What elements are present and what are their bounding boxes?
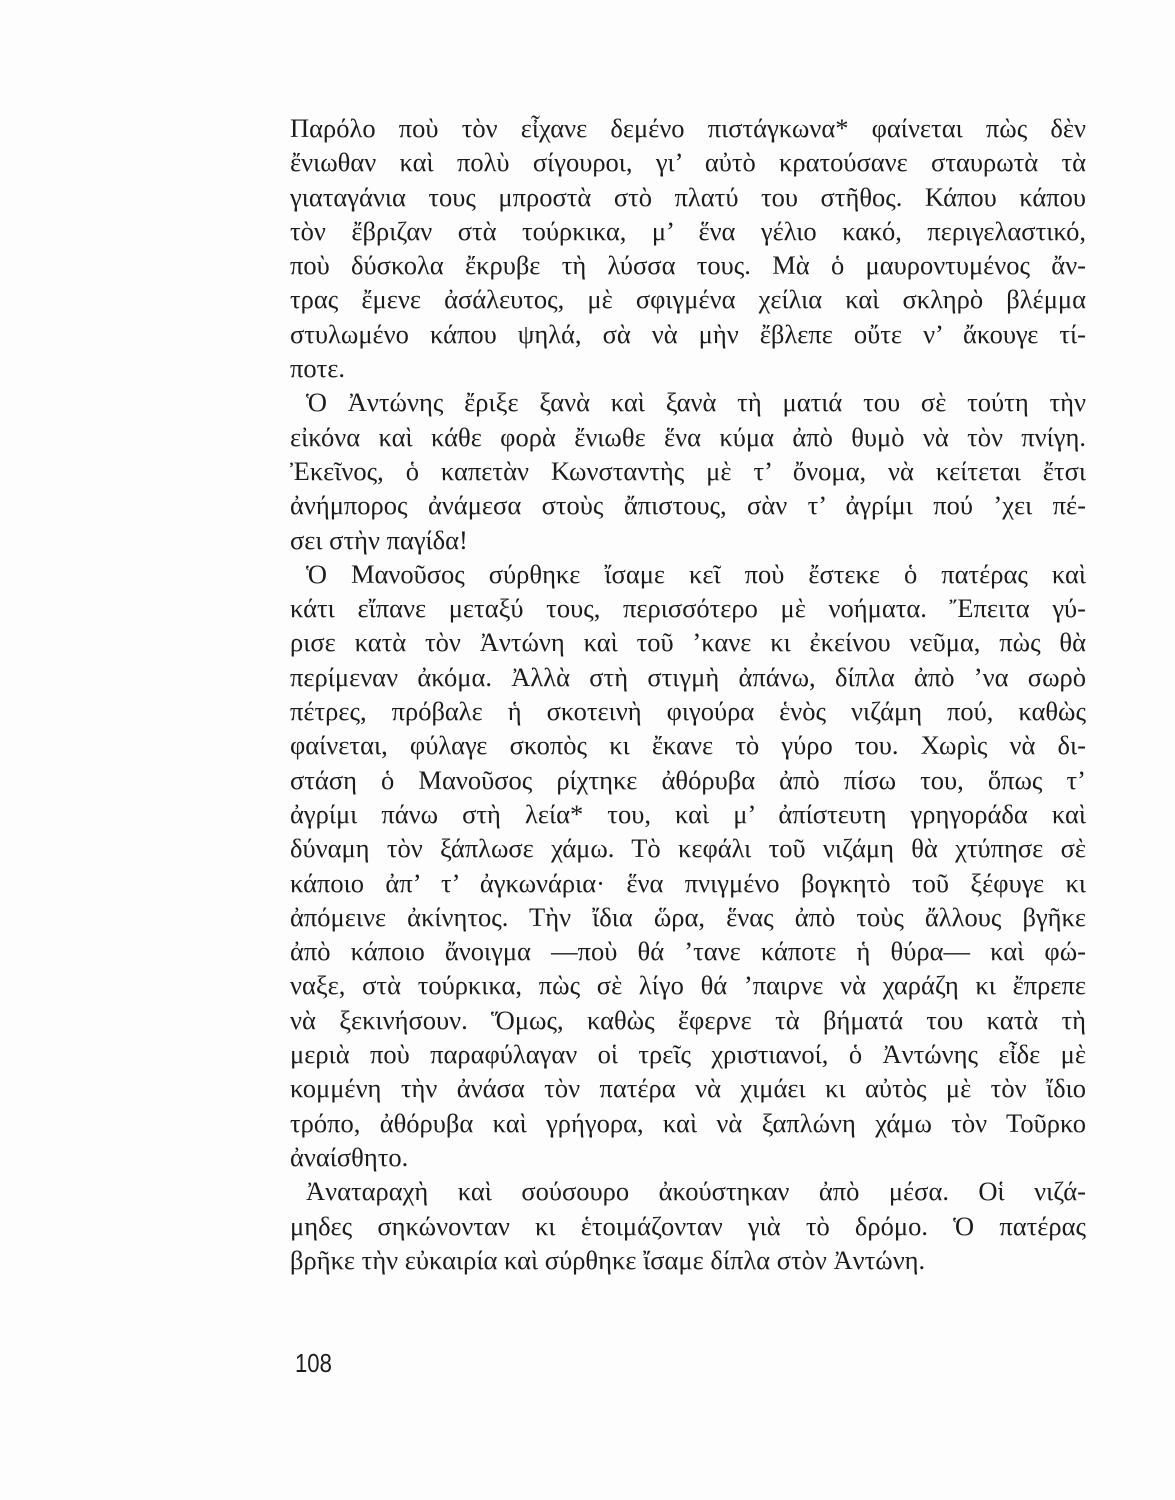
text-line: τὸν ἔβριζαν στὰ τούρκικα, μ’ ἕνα γέλιο κακό, περιγελαστικό, [290,215,1086,246]
paragraph [290,385,1086,556]
text-line: κάτι εἴπανε μεταξύ τους, περισσότερο μὲ νοήματα. Ἔπειτα γύ- [290,593,1086,624]
text-line: πέτρες, πρόβαλε ἡ σκοτεινὴ φιγούρα ἑνὸς νιζάμη πού, καθὼς [290,696,1086,727]
text-line: νὰ ξεκινήσουν. Ὅμως, καθὼς ἔφερνε τὰ βήματά του κατὰ τὴ [290,1004,1086,1035]
body-text [290,111,1086,1277]
text-line: Ἐκεῖνος, ὁ καπετὰν Κωνσταντὴς μὲ τ’ ὄνομα, νὰ κείτεται ἔτσι [290,455,1086,486]
text-line: ἀνήμπορος ἀνάμεσα στοὺς ἄπιστους, σὰν τ’ ἀγρίμι πού ’χει πέ- [290,490,1086,521]
text-line: φαίνεται, φύλαγε σκοπὸς κι ἔκανε τὸ γύρο του. Χωρὶς νὰ δι- [290,730,1086,761]
text-line: Ὁ Μανοῦσος σύρθηκε ἴσαμε κεῖ ποὺ ἔστεκε ὁ πατέρας καὶ [306,558,1086,589]
text-line: Ὁ Ἀντώνης ἔριξε ξανὰ καὶ ξανὰ τὴ ματιά του σὲ τούτη τὴν [306,387,1086,418]
paragraph [290,557,1086,1174]
paragraph [290,1174,1086,1277]
text-line: κομμένη τὴν ἀνάσα τὸν πατέρα νὰ χιμάει κι αὐτὸς μὲ τὸν ἴδιο [290,1073,1086,1104]
text-line: Παρόλο ποὺ τὸν εἶχανε δεμένο πιστάγκωνα* φαίνεται πὼς δὲν [290,113,1086,143]
text-line: τρας ἔμενε ἀσάλευτος, μὲ σφιγμένα χείλια καὶ σκληρὸ βλέμμα [290,284,1086,315]
text-line: ποτε. [290,353,346,384]
text-line: μεριὰ ποὺ παραφύλαγαν οἱ τρεῖς χριστιανοί, ὁ Ἀντώνης εἶδε μὲ [290,1039,1086,1070]
text-line: τρόπο, ἀθόρυβα καὶ γρήγορα, καὶ νὰ ξαπλώνη χάμω τὸν Τοῦρκο [290,1107,1086,1138]
text-line: περίμεναν ἀκόμα. Ἀλλὰ στὴ στιγμὴ ἀπάνω, δίπλα ἀπὸ ’να σωρὸ [290,661,1086,692]
text-line: ναξε, στὰ τούρκικα, πὼς σὲ λίγο θά ’παιρνε νὰ χαράζη κι ἔπρεπε [290,970,1086,1001]
text-line: εἰκόνα καὶ κάθε φορὰ ἔνιωθε ἕνα κύμα ἀπὸ θυμὸ νὰ τὸν πνίγη. [290,421,1086,452]
text-line: ἀναίσθητο. [290,1141,409,1172]
text-line: βρῆκε τὴν εὐκαιρία καὶ σύρθηκε ἴσαμε δίπλα στὸν Ἀντώνη. [290,1244,926,1275]
text-line: γιαταγάνια τους μπροστὰ στὸ πλατύ του στῆθος. Κάπου κάπου [290,181,1086,212]
text-line: κάποιο ἀπ’ τ’ ἀγκωνάρια· ἕνα πνιγμένο βογκητὸ τοῦ ξέφυγε κι [290,867,1086,898]
text-line: ρισε κατὰ τὸν Ἀντώνη καὶ τοῦ ’κανε κι ἐκείνου νεῦμα, πὼς θὰ [290,627,1086,658]
text-line: σει στὴν παγίδα! [290,524,468,555]
text-line: δύναμη τὸν ξάπλωσε χάμω. Τὸ κεφάλι τοῦ νιζάμη θὰ χτύπησε σὲ [290,833,1086,864]
text-line: ἀπόμεινε ἀκίνητος. Τὴν ἴδια ὥρα, ἕνας ἀπὸ τοὺς ἄλλους βγῆκε [290,901,1086,932]
text-line: μηδες σηκώνονταν κι ἑτοιμάζονταν γιὰ τὸ δρόμο. Ὁ πατέρας [290,1210,1086,1241]
text-line: στυλωμένο κάπου ψηλά, σὰ νὰ μὴν ἔβλεπε οὔτε ν’ ἄκουγε τί- [290,318,1086,349]
page-number: 108 [295,1348,332,1378]
text-line: στάση ὁ Μανοῦσος ρίχτηκε ἀθόρυβα ἀπὸ πίσω του, ὅπως τ’ [290,764,1086,795]
text-line: Ἀναταραχὴ καὶ σούσουρο ἀκούστηκαν ἀπὸ μέσα. Οἱ νιζά- [306,1176,1086,1207]
text-line: ἔνιωθαν καὶ πολὺ σίγουροι, γι’ αὐτὸ κρατούσανε σταυρωτὰ τὰ [290,147,1086,178]
text-line: ἀγρίμι πάνω στὴ λεία* του, καὶ μ’ ἀπίστευτη γρηγοράδα καὶ [290,798,1086,829]
text-line: ἀπὸ κάποιο ἄνοιγμα —ποὺ θά ’τανε κάποτε ἡ θύρα— καὶ φώ- [290,936,1086,967]
paragraph [290,111,1086,385]
text-line: ποὺ δύσκολα ἔκρυβε τὴ λύσσα τους. Μὰ ὁ μαυροντυμένος ἄν- [290,250,1086,281]
